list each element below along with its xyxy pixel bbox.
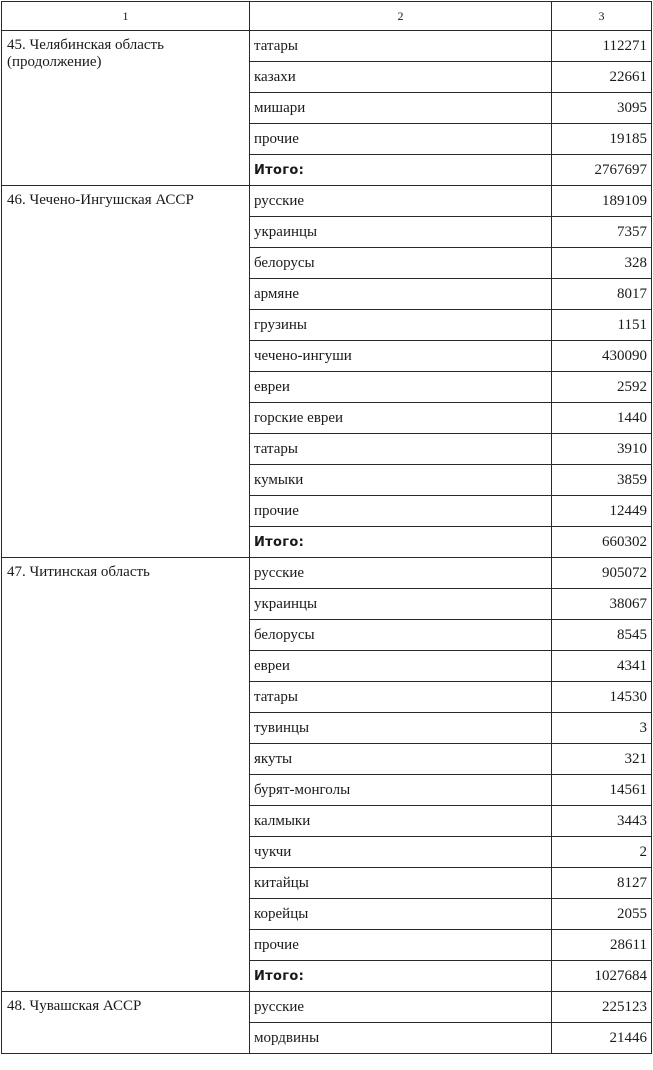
nationality-cell: татары [250, 31, 552, 62]
population-cell: 3443 [552, 806, 652, 837]
population-cell: 3095 [552, 93, 652, 124]
nationality-cell: русские [250, 558, 552, 589]
column-number: 1 [2, 2, 250, 31]
population-cell: 1440 [552, 403, 652, 434]
region-name: 47. Читинская область [2, 558, 250, 992]
total-value: 2767697 [552, 155, 652, 186]
population-cell: 28611 [552, 930, 652, 961]
nationality-cell: татары [250, 682, 552, 713]
population-cell: 430090 [552, 341, 652, 372]
population-cell: 12449 [552, 496, 652, 527]
population-cell: 4341 [552, 651, 652, 682]
column-number-row [2, 2, 652, 31]
nationality-cell: белорусы [250, 620, 552, 651]
population-cell: 8545 [552, 620, 652, 651]
table-row [2, 31, 652, 62]
population-table [1, 1, 652, 1054]
population-cell: 19185 [552, 124, 652, 155]
nationality-cell: горские евреи [250, 403, 552, 434]
region-name: 46. Чечено-Ингушская АССР [2, 186, 250, 558]
nationality-cell: кумыки [250, 465, 552, 496]
table-row [2, 186, 652, 217]
total-value: 660302 [552, 527, 652, 558]
nationality-cell: мишари [250, 93, 552, 124]
population-cell: 112271 [552, 31, 652, 62]
population-cell: 3 [552, 713, 652, 744]
table-body [2, 31, 652, 1054]
total-label: Итого: [250, 961, 552, 992]
population-cell: 21446 [552, 1023, 652, 1054]
nationality-cell: тувинцы [250, 713, 552, 744]
population-cell: 7357 [552, 217, 652, 248]
total-label: Итого: [250, 527, 552, 558]
nationality-cell: калмыки [250, 806, 552, 837]
population-cell: 321 [552, 744, 652, 775]
population-cell: 22661 [552, 62, 652, 93]
total-value: 1027684 [552, 961, 652, 992]
nationality-cell: китайцы [250, 868, 552, 899]
nationality-cell: корейцы [250, 899, 552, 930]
nationality-cell: украинцы [250, 217, 552, 248]
population-cell: 189109 [552, 186, 652, 217]
population-cell: 2 [552, 837, 652, 868]
nationality-cell: чукчи [250, 837, 552, 868]
nationality-cell: евреи [250, 372, 552, 403]
nationality-cell: прочие [250, 124, 552, 155]
nationality-cell: белорусы [250, 248, 552, 279]
table-row [2, 992, 652, 1023]
nationality-cell: русские [250, 186, 552, 217]
nationality-cell: чечено-ингуши [250, 341, 552, 372]
nationality-cell: армяне [250, 279, 552, 310]
population-cell: 225123 [552, 992, 652, 1023]
population-cell: 8127 [552, 868, 652, 899]
nationality-cell: прочие [250, 496, 552, 527]
nationality-cell: евреи [250, 651, 552, 682]
population-cell: 38067 [552, 589, 652, 620]
population-cell: 3859 [552, 465, 652, 496]
nationality-cell: якуты [250, 744, 552, 775]
population-cell: 14530 [552, 682, 652, 713]
population-cell: 328 [552, 248, 652, 279]
nationality-cell: татары [250, 434, 552, 465]
column-number: 2 [250, 2, 552, 31]
population-cell: 8017 [552, 279, 652, 310]
table-row [2, 558, 652, 589]
column-number: 3 [552, 2, 652, 31]
nationality-cell: прочие [250, 930, 552, 961]
population-cell: 14561 [552, 775, 652, 806]
population-cell: 1151 [552, 310, 652, 341]
population-cell: 2055 [552, 899, 652, 930]
nationality-cell: украинцы [250, 589, 552, 620]
total-label: Итого: [250, 155, 552, 186]
nationality-cell: бурят-монголы [250, 775, 552, 806]
nationality-cell: грузины [250, 310, 552, 341]
population-cell: 2592 [552, 372, 652, 403]
nationality-cell: мордвины [250, 1023, 552, 1054]
nationality-cell: русские [250, 992, 552, 1023]
region-name: 48. Чувашская АССР [2, 992, 250, 1054]
region-name: 45. Челябинская область (продолжение) [2, 31, 250, 186]
population-cell: 3910 [552, 434, 652, 465]
population-cell: 905072 [552, 558, 652, 589]
nationality-cell: казахи [250, 62, 552, 93]
